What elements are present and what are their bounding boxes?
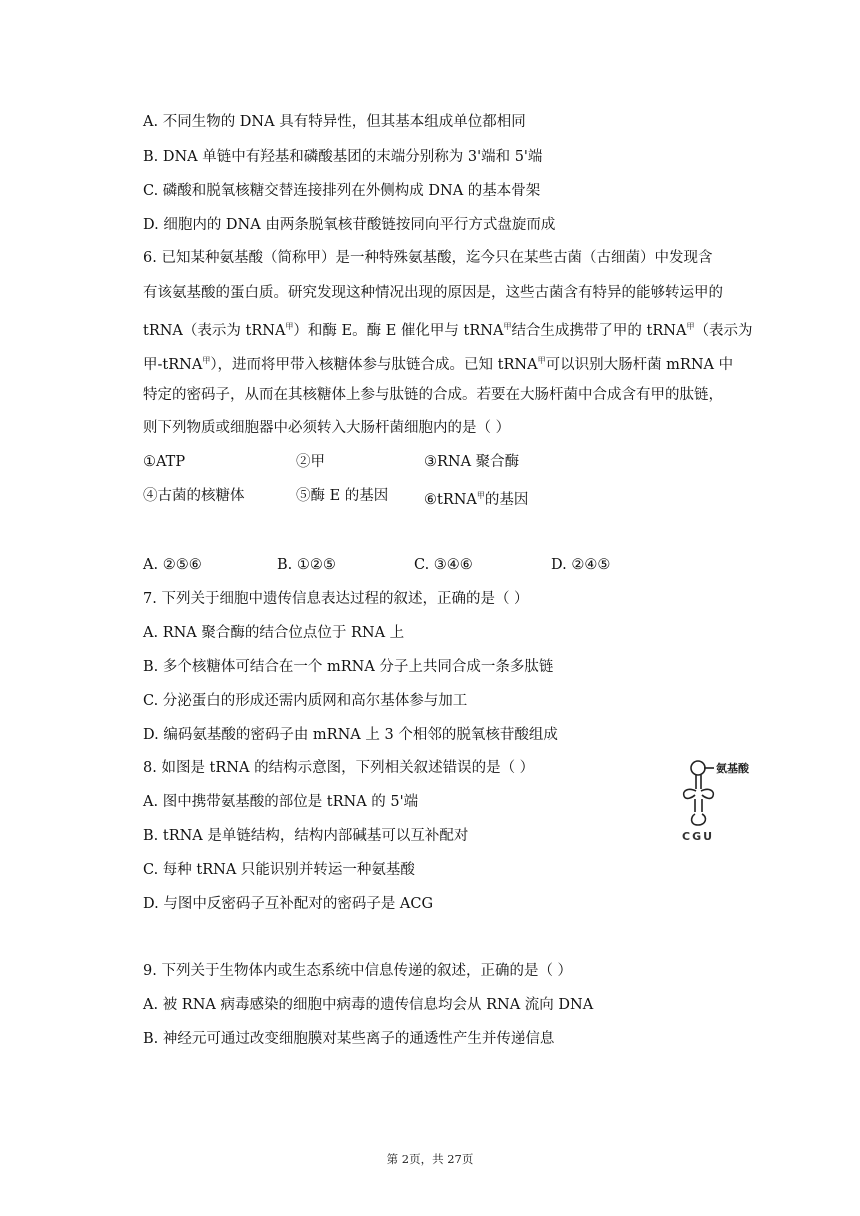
q8-option-b: B. tRNA 是单链结构，结构内部碱基可以互补配对 xyxy=(143,828,469,844)
q6-item-6-text: ⑥tRNA xyxy=(424,492,477,508)
superscript-jia: 甲 xyxy=(285,322,294,331)
q6-item-4: ④古菌的核糖体 xyxy=(143,488,245,504)
acceptor-loop xyxy=(691,761,705,775)
q7-option-a: A. RNA 聚合酶的结合位点位于 RNA 上 xyxy=(143,625,405,641)
q8-option-a: A. 图中携带氨基酸的部位是 tRNA 的 5'端 xyxy=(143,794,419,810)
q6-item-5: ⑤酶 E 的基因 xyxy=(296,488,389,504)
q6-item-6-tail: 的基因 xyxy=(484,492,529,508)
q5-option-c: C. 磷酸和脱氧核糖交替连接排列在外侧构成 DNA 的基本骨架 xyxy=(143,183,541,199)
q6-option-c: C. ③④⑥ xyxy=(414,557,473,573)
q6-stem-line-3 xyxy=(143,317,752,341)
q6-line4-part-a: 甲-tRNA xyxy=(143,357,203,373)
q8-stem: 8. 如图是 tRNA 的结构示意图，下列相关叙述错误的是（ ） xyxy=(143,760,535,776)
superscript-jia: 甲 xyxy=(202,356,211,365)
q6-option-b: B. ①②⑤ xyxy=(277,557,336,573)
q6-item-1: ①ATP xyxy=(143,454,186,470)
q6-option-a: A. ②⑤⑥ xyxy=(143,557,202,573)
superscript-jia: 甲 xyxy=(537,356,546,365)
q6-stem-line-6: 则下列物质或细胞器中必须转入大肠杆菌细胞内的是（ ） xyxy=(143,420,511,436)
anticodon-loop xyxy=(692,814,706,825)
q6-option-d: D. ②④⑤ xyxy=(551,557,611,573)
q7-option-c: C. 分泌蛋白的形成还需内质网和高尔基体参与加工 xyxy=(143,693,468,709)
q6-line3-part-b: ）和酶 E。酶 E 催化甲与 tRNA xyxy=(293,323,504,339)
q6-line3-part-a: tRNA（表示为 tRNA xyxy=(143,323,286,339)
q9-option-b: B. 神经元可通过改变细胞膜对某些离子的通透性产生并传递信息 xyxy=(143,1031,555,1047)
q6-stem-line-5: 特定的密码子，从而在其核糖体上参与肽链的合成。若要在大肠杆菌中合成含有甲的肽链， xyxy=(143,387,723,403)
q6-line4-part-c: 可以识别大肠杆菌 mRNA 中 xyxy=(545,357,734,373)
page-footer: 第 2页，共 27页 xyxy=(386,1152,474,1166)
q6-stem-line-1: 6. 已知某种氨基酸（简称甲）是一种特殊氨基酸，迄今只在某些古菌（古细菌）中发现含 xyxy=(143,250,713,266)
q7-stem: 7. 下列关于细胞中遗传信息表达过程的叙述，正确的是（ ） xyxy=(143,591,529,607)
t-arm-loop xyxy=(701,789,713,798)
superscript-jia: 甲 xyxy=(476,491,485,500)
trna-diagram xyxy=(668,757,788,847)
trna-figure-label: 氨基酸 xyxy=(716,762,749,775)
q6-line4-part-b: ），进而将甲带入核糖体参与肽链合成。已知 tRNA xyxy=(210,357,538,373)
q5-option-b: B. DNA 单链中有羟基和磷酸基团的末端分别称为 3'端和 5'端 xyxy=(143,149,543,165)
q6-item-6 xyxy=(424,486,528,510)
q7-option-d: D. 编码氨基酸的密码子由 mRNA 上 3 个相邻的脱氧核苷酸组成 xyxy=(143,727,558,743)
q5-option-d: D. 细胞内的 DNA 由两条脱氧核苷酸链按同向平行方式盘旋而成 xyxy=(143,217,556,233)
q8-option-c: C. 每种 tRNA 只能识别并转运一种氨基酸 xyxy=(143,862,415,878)
anticodon-label: CGU xyxy=(682,830,715,843)
q6-line3-part-d: （表示为 xyxy=(694,323,753,339)
q8-option-d: D. 与图中反密码子互补配对的密码子是 ACG xyxy=(143,896,434,912)
q6-line3-part-c: 结合生成携带了甲的 tRNA xyxy=(511,323,687,339)
q6-stem-line-2: 有该氨基酸的蛋白质。研究发现这种情况出现的原因是，这些古菌含有特异的能够转运甲的 xyxy=(143,285,723,301)
q5-option-a: A. 不同生物的 DNA 具有特异性，但其基本组成单位都相同 xyxy=(143,114,526,130)
q7-option-b: B. 多个核糖体可结合在一个 mRNA 分子上共同合成一条多肽链 xyxy=(143,659,554,675)
q9-option-a: A. 被 RNA 病毒感染的细胞中病毒的遗传信息均会从 RNA 流向 DNA xyxy=(143,997,594,1013)
superscript-jia: 甲 xyxy=(686,322,695,331)
q9-stem: 9. 下列关于生物体内或生态系统中信息传递的叙述，正确的是（ ） xyxy=(143,963,573,979)
superscript-jia: 甲 xyxy=(503,322,512,331)
d-arm-loop xyxy=(684,789,696,798)
q6-stem-line-4 xyxy=(143,351,733,375)
q6-item-3: ③RNA 聚合酶 xyxy=(424,454,520,470)
trna-structure-figure xyxy=(668,757,788,847)
q6-item-2: ②甲 xyxy=(296,454,325,470)
